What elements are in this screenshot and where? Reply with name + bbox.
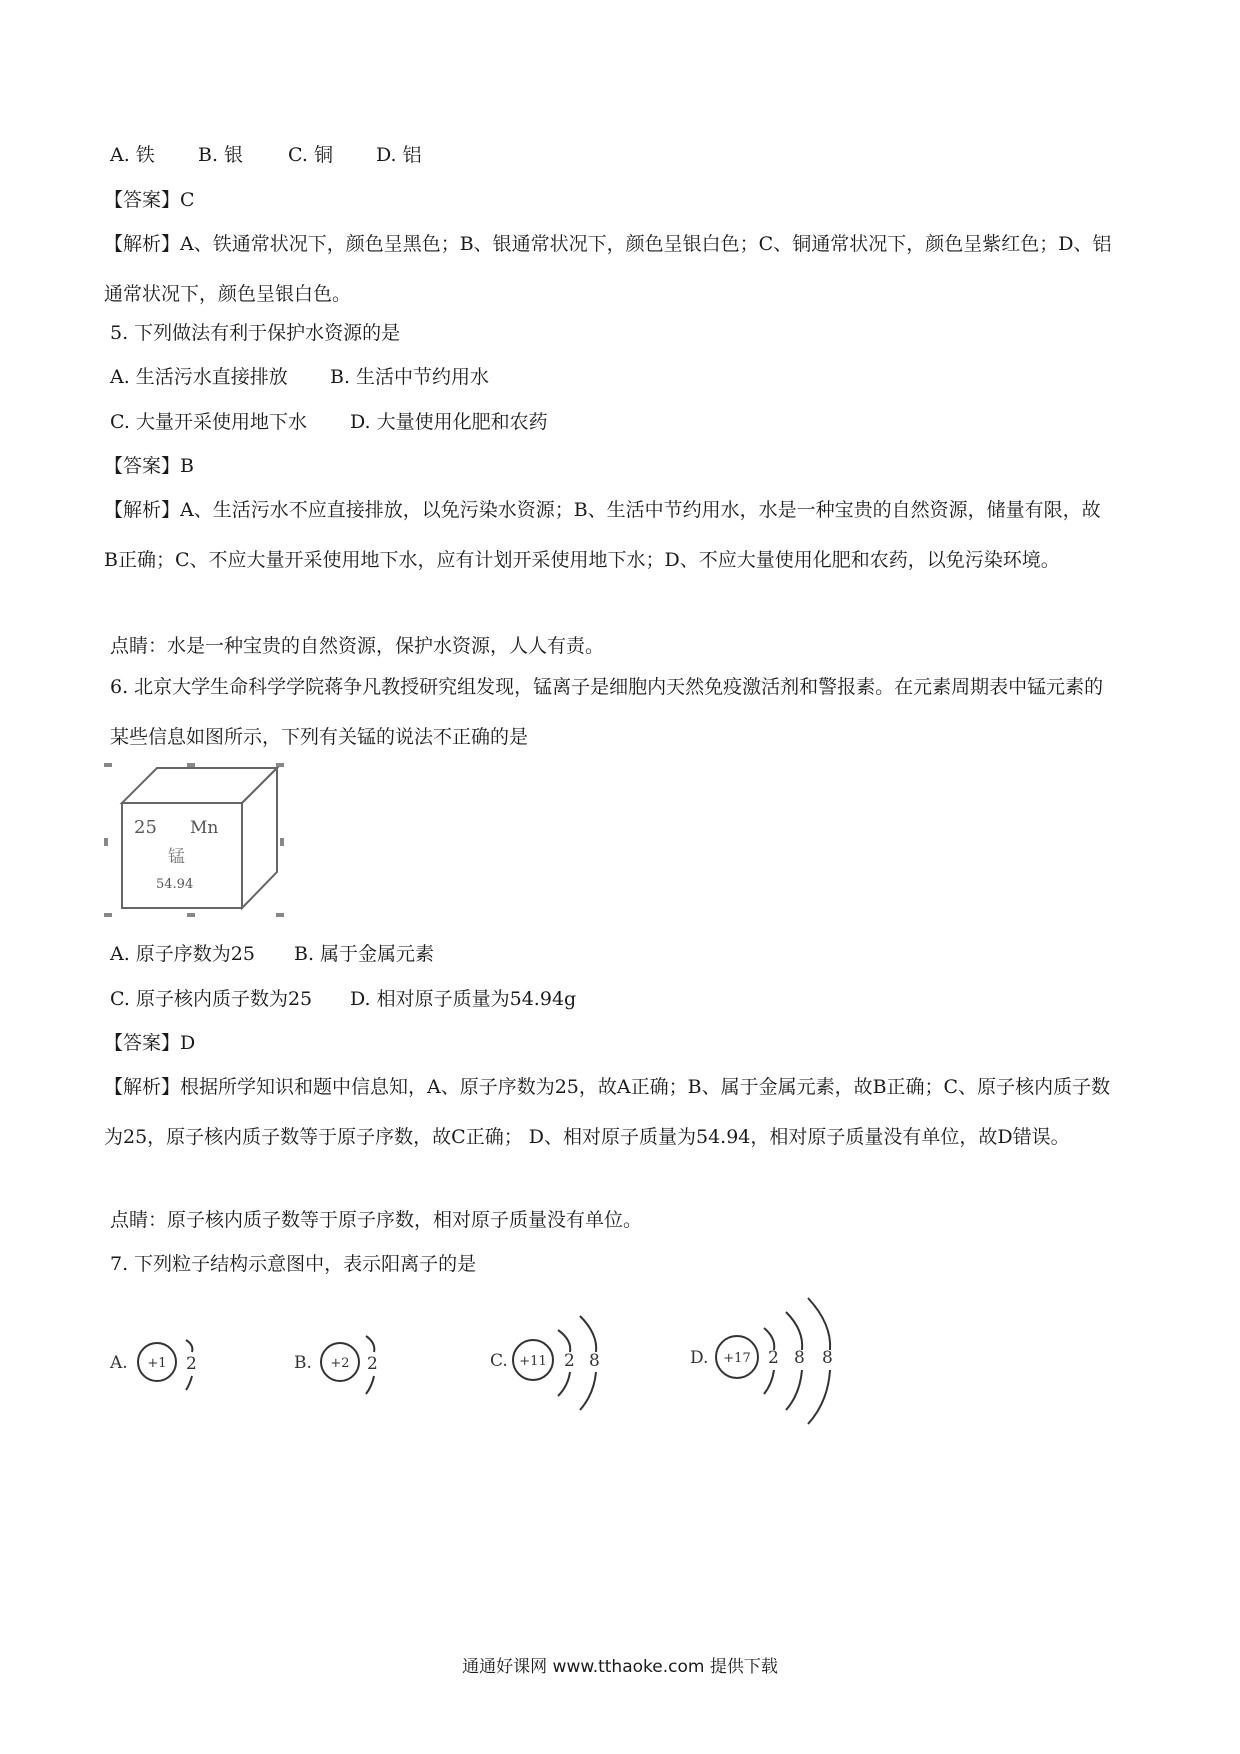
atom-c-shell-1: 2 <box>564 1351 575 1371</box>
atom-d-label: D. <box>690 1348 709 1368</box>
atom-diagram-b <box>294 1336 378 1394</box>
q6-option-c: C. 原子核内质子数为25 <box>110 988 313 1010</box>
atom-c-nucleus: +11 <box>519 1354 547 1369</box>
atom-d-shell-arc <box>786 1370 802 1410</box>
q5-options-row1 <box>110 363 489 391</box>
atom-diagram-d <box>690 1298 833 1424</box>
atom-c-shell-arc <box>558 1330 570 1352</box>
q5-tip: 点睛：水是一种宝贵的自然资源，保护水资源，人人有责。 <box>110 635 605 657</box>
atom-a-shell-arc <box>186 1340 192 1352</box>
atom-d-nucleus: +17 <box>723 1351 751 1366</box>
q5-option-c: C. 大量开采使用地下水 <box>110 411 307 433</box>
atom-b-shell-arc <box>366 1336 374 1352</box>
q4-option-d: D. 铝 <box>376 144 422 166</box>
q5-option-b: B. 生活中节约用水 <box>330 366 490 388</box>
q4-option-c: C. 铜 <box>288 144 333 166</box>
q4-answer: 【答案】C <box>104 189 195 211</box>
element-mass: 54.94 <box>156 877 194 892</box>
atom-diagrams <box>100 1290 860 1430</box>
atom-b-label: B. <box>294 1353 312 1373</box>
element-symbol: Mn <box>190 818 219 838</box>
q6-answer: 【答案】D <box>104 1032 196 1054</box>
atom-c-shell-2: 8 <box>589 1351 600 1371</box>
q5-option-d: D. 大量使用化肥和农药 <box>350 411 548 433</box>
q6-option-a: A. 原子序数为25 <box>110 943 255 965</box>
q6-options-row2 <box>110 985 576 1013</box>
atom-a-shell-1: 2 <box>186 1354 197 1374</box>
atom-c-shell-arc <box>580 1372 596 1410</box>
atom-d-shell-1: 2 <box>768 1348 779 1368</box>
page-footer: 通通好课网 www.tthaoke.com 提供下载 <box>462 1657 778 1677</box>
q5-answer: 【答案】B <box>104 455 194 477</box>
atom-c-shell-arc <box>580 1316 596 1352</box>
q4-options <box>110 141 422 169</box>
atom-d-shell-arc <box>808 1370 830 1424</box>
selection-handle <box>276 913 284 917</box>
selection-handle <box>276 763 284 767</box>
atom-b-nucleus: +2 <box>330 1356 350 1371</box>
q5-stem: 5. 下列做法有利于保护水资源的是 <box>110 322 401 344</box>
atom-d-shell-arc <box>808 1298 830 1350</box>
q6-tip: 点睛：原子核内质子数等于原子序数，相对原子质量没有单位。 <box>110 1209 643 1231</box>
atom-d-shell-arc <box>764 1370 774 1394</box>
element-name: 锰 <box>168 847 185 867</box>
atom-a-shell-arc <box>186 1376 192 1390</box>
atom-c-label: C. <box>490 1351 508 1371</box>
q7-stem: 7. 下列粒子结构示意图中，表示阳离子的是 <box>110 1253 477 1275</box>
atom-d-shell-2: 8 <box>794 1348 805 1368</box>
q5-options-row2 <box>110 408 548 436</box>
q6-analysis: 【解析】根据所学知识和题中信息知，A、原子序数为25，故A正确；B、属于金属元素，故B正确；C、原子核内质子数为25，原子核内质子数等于原子序数，故C正确； D、相对原子质量为54.94，相对原子质量没有单位，故D错误。 <box>104 1076 1111 1148</box>
atom-d-shell-arc <box>764 1328 774 1350</box>
q6-option-b: B. 属于金属元素 <box>294 943 435 965</box>
selection-handle <box>280 838 284 846</box>
q4-analysis: 【解析】A、铁通常状况下，颜色呈黑色；B、银通常状况下，颜色呈银白色；C、铜通常状况下，颜色呈紫红色；D、铝通常状况下，颜色呈银白色。 <box>104 233 1112 305</box>
q6-options-row1 <box>110 940 434 968</box>
selection-handle <box>187 913 195 917</box>
atom-a-label: A. <box>110 1353 128 1373</box>
q6-option-d: D. 相对原子质量为54.94g <box>350 988 577 1010</box>
selection-handle <box>104 913 112 917</box>
atom-a-nucleus: +1 <box>147 1356 167 1371</box>
atom-d-shell-3: 8 <box>822 1348 833 1368</box>
q6-stem: 6. 北京大学生命科学学院蒋争凡教授研究组发现，锰离子是细胞内天然免疫激活剂和警报素。在元素周期表中锰元素的某些信息如图所示，下列有关锰的说法不正确的是 <box>110 676 1104 748</box>
q5-analysis: 【解析】A、生活污水不应直接排放，以免污染水资源；B、生活中节约用水，水是一种宝贵的自然资源，储量有限，故B正确；C、不应大量开采使用地下水，应有计划开采使用地下水；D、不应大量使用化肥和农药，以免污染环境。 <box>104 499 1101 571</box>
atom-b-shell-1: 2 <box>367 1354 378 1374</box>
atom-diagram-a <box>109 1340 197 1390</box>
atom-c-shell-arc <box>558 1372 570 1396</box>
element-number: 25 <box>134 817 157 838</box>
q5-option-a: A. 生活污水直接排放 <box>110 366 288 388</box>
selection-handle <box>104 838 108 846</box>
selection-handle <box>187 763 195 767</box>
q4-option-b: B. 银 <box>198 144 244 166</box>
selection-handle <box>104 763 112 767</box>
atom-d-shell-arc <box>786 1312 802 1350</box>
q4-option-a: A. 铁 <box>110 144 155 166</box>
atom-diagram-c <box>490 1316 600 1410</box>
atom-b-shell-arc <box>366 1376 374 1394</box>
